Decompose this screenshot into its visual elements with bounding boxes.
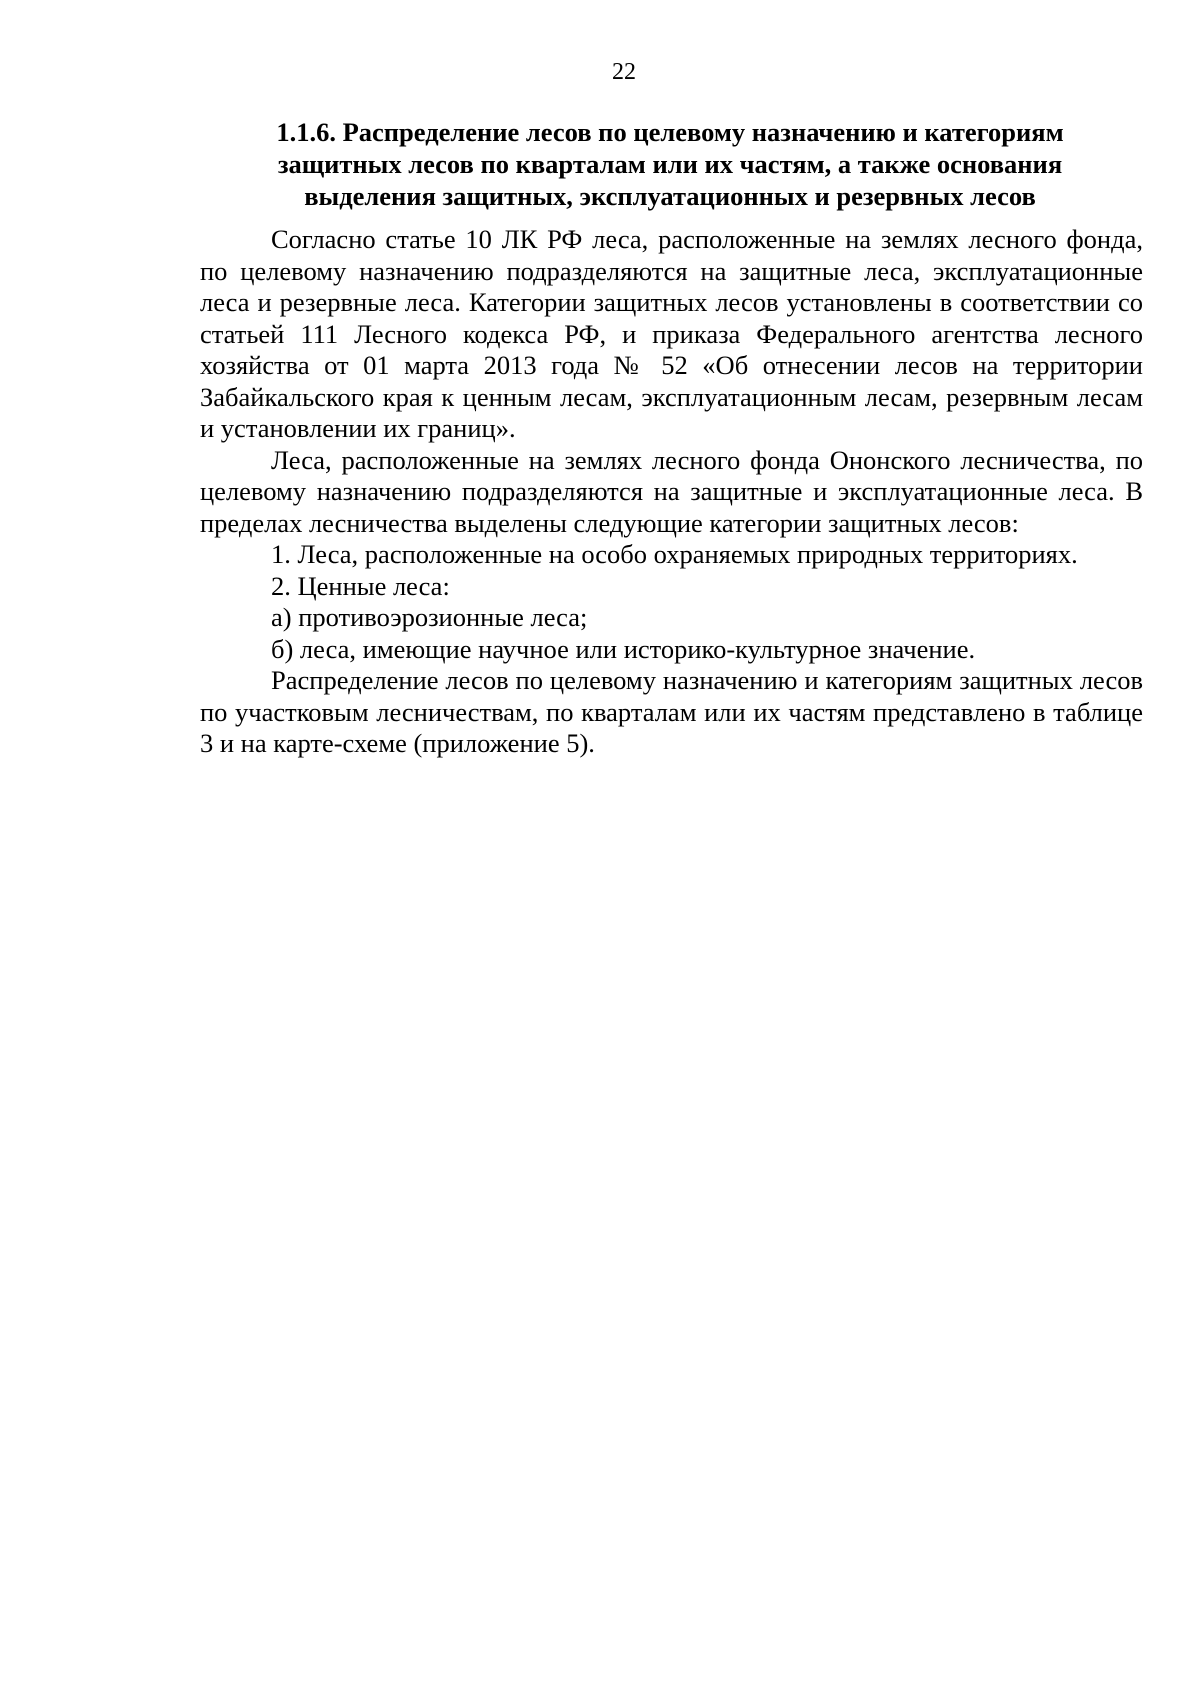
section-heading	[200, 116, 1140, 212]
paragraph-onon-forestry: Леса, расположенные на землях лесного фонда Ононского лесничества, по целевому назначению подразделяются на защитные и эксплуатационные леса. В пределах лесничества выделены следующие категории защитных лесов:	[200, 444, 1143, 538]
list-item-scientific-cultural: б) леса, имеющие научное или историко-культурное значение.	[271, 633, 976, 664]
list-item-protected-areas: 1. Леса, расположенные на особо охраняемых природных территориях.	[271, 539, 1078, 569]
section-heading-line: защитных лесов по кварталам или их частям, а также основания	[277, 149, 1063, 179]
page-number: 22	[612, 59, 636, 85]
section-heading-line: 1.1.6. Распределение лесов по целевому назначению и категориям	[276, 117, 1064, 147]
section-heading-line: выделения защитных, эксплуатационных и резервных лесов	[304, 181, 1036, 211]
body-text	[200, 224, 1143, 760]
list-item-anti-erosion: а) противоэрозионные леса;	[271, 602, 588, 632]
list-item-valuable-forests: 2. Ценные леса:	[271, 570, 450, 601]
paragraph-distribution-reference: Распределение лесов по целевому назначению и категориям защитных лесов по участковым лесничествам, по кварталам или их частям представлено в таблице 3 и на карте-схеме (приложение 5).	[200, 665, 1143, 758]
paragraph-legal-basis: Согласно статье 10 ЛК РФ леса, расположенные на землях лесного фонда, по целевому назначению подразделяются на защитные леса, эксплуатационные леса и резервные леса. Категории защитных лесов установлены в соответствии со статьей 111 Лесного кодекса РФ, и приказа Федерального агентства лесного хозяйства от 01 марта 2013 года № 52 «Об отнесении лесов на территории Забайкальского края к ценным лесам, эксплуатационным лесам, резервным лесам и установлении их границ».	[200, 224, 1143, 443]
